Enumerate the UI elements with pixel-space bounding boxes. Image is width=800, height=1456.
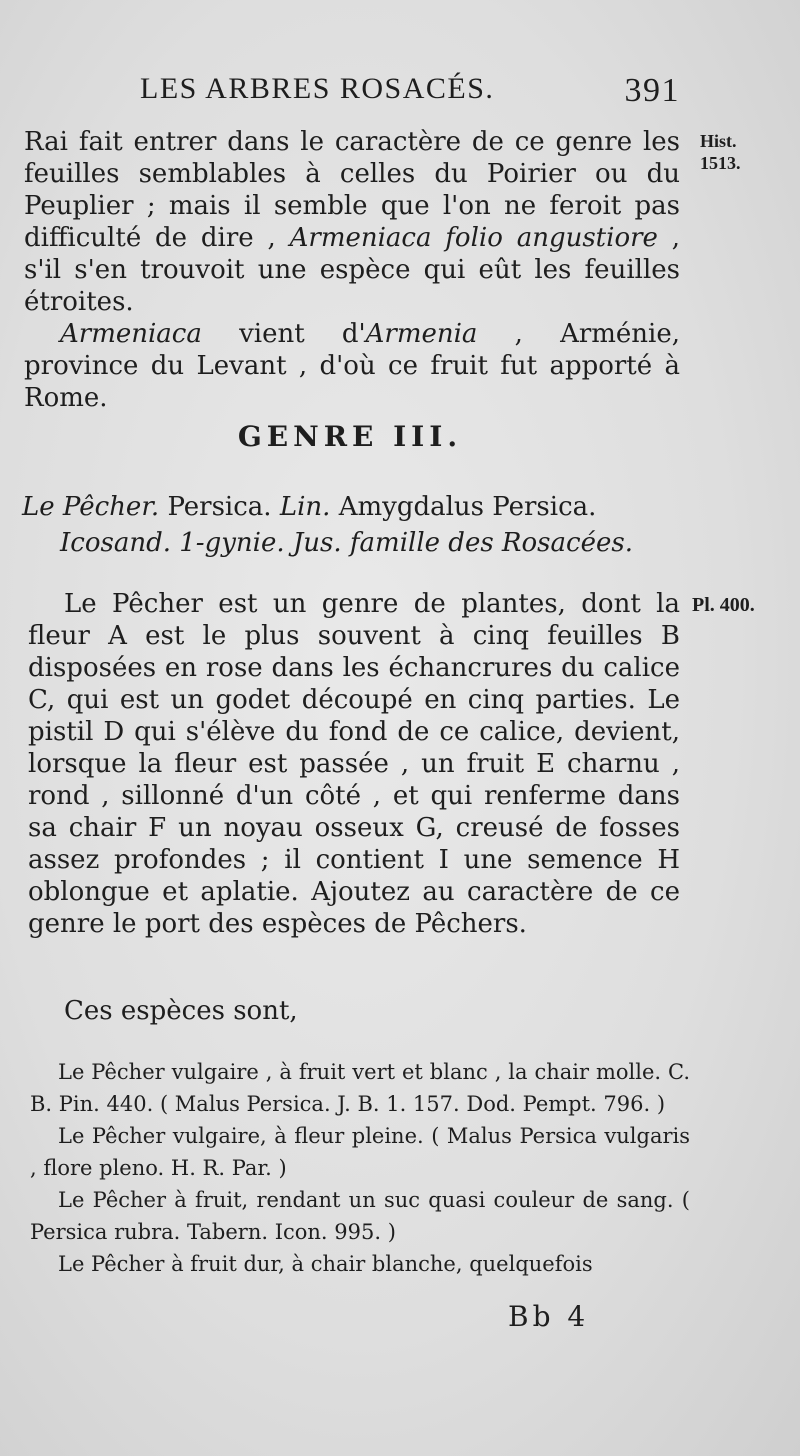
species-item: Le Pêcher vulgaire , à fruit vert et blanc , la chair molle. C. B. Pin. 440. ( Malus Persica. J. B. 1. 157. Dod. Pempt. 796. ) [30, 1060, 690, 1116]
margin-hist-label: Hist. [700, 131, 737, 151]
margin-note-hist [700, 130, 741, 174]
genre-latin-b: Amygdalus Persica. [338, 492, 597, 522]
species-item: Le Pêcher vulgaire, à fleur pleine. ( Malus Persica vulgaris , flore pleno. H. R. Par. ) [30, 1124, 690, 1180]
species-item: Le Pêcher à fruit, rendant un suc quasi couleur de sang. ( Persica rubra. Tabern. Icon. 995. ) [30, 1188, 690, 1244]
species-list [30, 1056, 690, 1280]
genre-latin-line-1 [22, 490, 682, 524]
signature-mark: Bb 4 [508, 1300, 590, 1333]
paragraph-1-text: Rai fait entrer dans le caractère de ce genre les feuilles semblables à celles du Poirier ou du Peuplier ; mais il semble que l'on ne feroit pas difficulté de dire , [24, 127, 680, 253]
paragraph-2-italic: Armeniaca [60, 319, 202, 349]
paragraph-2-italic2: Armenia [365, 319, 478, 349]
genre-heading: GENRE III. [237, 420, 463, 453]
species-item: Le Pêcher à fruit dur, à chair blanche, quelquefois [58, 1252, 593, 1276]
species-intro: Ces espèces sont, [64, 996, 298, 1026]
paragraph-2-end: , Arménie, province du Levant , d'où ce fruit fut apporté à Rome. [24, 319, 681, 413]
paragraph-1-end: , s'il s'en trouvoit une espèce qui eût les feuilles étroites. [24, 223, 681, 317]
margin-hist-year: 1513. [700, 153, 741, 173]
running-title: LES ARBRES ROSACÉS. [140, 72, 495, 105]
paragraph-2-mid: vient d' [239, 319, 366, 349]
intro-text [24, 126, 680, 414]
genre-common-name: Le Pêcher. [22, 492, 160, 522]
margin-note-plate: Pl. 400. [692, 594, 755, 616]
genre-lin: Lin. [279, 492, 331, 522]
paragraph-1 [24, 126, 680, 318]
genre-description [28, 588, 680, 940]
genre-latin-a: Persica. [167, 492, 272, 522]
paragraph-1-italic: Armeniaca folio angustiore [289, 223, 658, 253]
description-paragraph: Le Pêcher est un genre de plantes, dont la fleur A est le plus souvent à cinq feuilles B disposées en rose dans les échancrures du calice C, qui est un godet découpé en cinq parties. Le pistil D qui s'élève du fond de ce calice, devient, lorsque la fleur est passée , un fruit E charnu , rond , sillonné d'un côté , et qui renferme dans sa chair F un noyau osseux G, creusé de fosses assez profondes ; il contient I une semence H oblongue et aplatie. Ajoutez au caractère de ce genre le port des espèces de Pêchers. [28, 589, 680, 939]
page-number: 391 [624, 72, 680, 109]
paragraph-2 [24, 318, 680, 414]
genre-latin-line-2: Icosand. 1-gynie. Jus. famille des Rosacées. [60, 528, 633, 558]
